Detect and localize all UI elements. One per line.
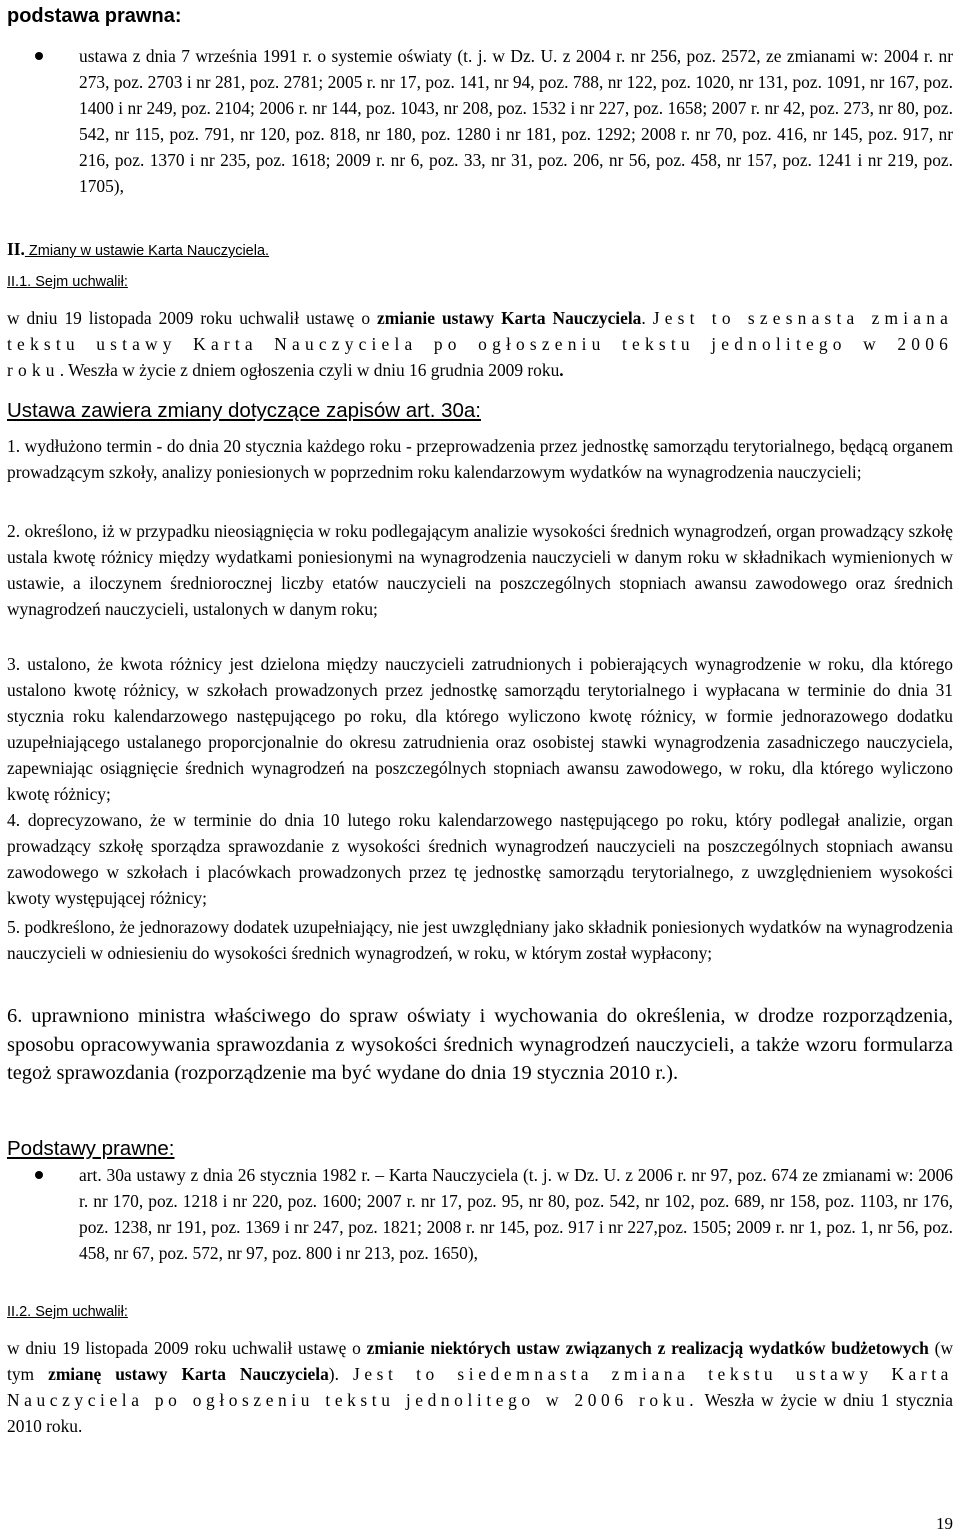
item-6: 6. uprawniono ministra właściwego do spraw oświaty i wychowania do określenia, w drodze rozporządzenia, sposobu opracowywania sprawozdania z wysokości średnich wynagrodzeń nauczycieli, a także wzoru formularza tegoż sprawozdania (rozporządzenie ma być wydane do dnia 19 stycznia 2010 r.). xyxy=(7,1005,953,1084)
page-number: 19 xyxy=(936,1514,953,1533)
bullet-icon xyxy=(35,52,43,60)
bullet-icon xyxy=(35,1171,43,1179)
section-title-text: Zmiany w ustawie Karta Nauczyciela. xyxy=(24,243,270,259)
item-3: 3. ustalono, że kwota różnicy jest dzielona między nauczycieli zatrudnionych i pobierających wynagrodzenie w roku, dla którego ustalono kwotę różnicy, w szkołach prowadzonych przez jednostkę samorządu terytorialnego i wypłacana w terminie do dnia 31 stycznia roku kalendarzowego następującego po roku, dla którego wyliczono kwotę różnicy, w formie jednorazowego dodatku uzupełniającego ustalanego proporcjonalnie do okresu zatrudnienia oraz osobistej stawki wynagrodzenia zasadniczego nauczyciela, zapewniając osiągnięcie średnich wynagrodzeń na poszczególnych stopniach awansu zawodowego, w roku, dla którego wyliczono kwotę różnicy; xyxy=(7,654,953,804)
para2-e: ). xyxy=(328,1364,353,1384)
para2-a: w dniu 19 listopada 2009 roku uchwalił ustawę o xyxy=(7,1338,367,1358)
para2-law-name: zmianie niektórych ustaw związanych z realizacją wydatków budżetowych xyxy=(366,1338,929,1358)
heading-art-30a: Ustawa zawiera zmiany dotyczące zapisów art. 30a: xyxy=(7,399,481,422)
section-number: II. xyxy=(7,239,25,259)
heading-podstawy-prawne: Podstawy prawne: xyxy=(7,1137,175,1160)
subsection-ii-2: II.2. Sejm uchwalił: xyxy=(7,1304,128,1320)
para1-law-name: zmianie ustawy Karta Nauczyciela xyxy=(377,308,642,328)
para2-c: (w tym xyxy=(7,1338,954,1384)
paragraph-ii-1 xyxy=(7,305,953,383)
item-5: 5. podkreślono, że jednorazowy dodatek uzupełniający, nie jest uwzględniany jako składnik poniesionych wydatków na wynagrodzenia nauczycieli w odniesieniu do wysokości średnich wynagrodzeń, w roku, w którym został wypłacony; xyxy=(7,917,953,963)
legal-basis-text: ustawa z dnia 7 września 1991 r. o systemie oświaty (t. j. w Dz. U. z 2004 r. nr 256, poz. 2572, ze zmianami w: 2004 r. nr 273, poz. 2703 i nr 281, poz. 2781; 2005 r. nr 17, poz. 141, nr 94, poz. 788, nr 122, poz. 1020, nr 131, poz. 1091, nr 167, poz. 1400 i nr 249, poz. 2104; 2006 r. nr 144, poz. 1043, nr 208, poz. 1532 i nr 227, poz. 1658; 2007 r. nr 42, poz. 273, nr 80, poz. 542, nr 115, poz. 791, nr 120, poz. 818, nr 180, poz. 1280 i nr 181, poz. 1292; 2008 r. nr 70, poz. 416, nr 145, poz. 917, nr 216, poz. 1370 i nr 235, poz. 1618; 2009 r. nr 6, poz. 33, nr 31, poz. 206, nr 56, poz. 458, nr 157, poz. 1241 i nr 219, poz. 1705), xyxy=(79,46,953,196)
item-4: 4. doprecyzowano, że w terminie do dnia 10 lutego roku kalendarzowego następującego po roku, który podlegał analizie, organ prowadzący szkołę sporządza sprawozdanie z wysokości średnich wynagrodzeń nauczycieli na poszczególnych stopniach awansu zawodowego w szkołach i placówkach prowadzonych przez tę jednostkę samorządu terytorialnego, z uwzględnieniem wysokości kwoty występującej różnicy; xyxy=(7,810,953,908)
para2-g: Weszła w życie w dniu 1 stycznia 2010 roku. xyxy=(7,1390,953,1436)
para2-spaced: Jest to siedemnasta zmiana tekstu ustawy Karta Nauczyciela po ogłoszeniu tekstu jednolitego w 2006 roku. xyxy=(7,1364,953,1410)
para1-e: . Weszła w życie z dniem ogłoszenia czyli w dniu 16 grudnia 2009 roku xyxy=(59,360,560,380)
para1-f: . xyxy=(559,360,564,380)
legal-basis-bullet-2 xyxy=(7,1162,953,1266)
paragraph-ii-2 xyxy=(7,1335,953,1439)
legal-basis-bullet xyxy=(7,43,953,199)
subsection-ii-1: II.1. Sejm uchwalił: xyxy=(7,274,128,290)
para1-spaced: Jest to szesnasta zmiana tekstu ustawy Karta Nauczyciela po ogłoszeniu tekstu jednolitego w 2006 roku xyxy=(7,308,954,380)
item-2: 2. określono, iż w przypadku nieosiągnięcia w roku podlegającym analizie wysokości średnich wynagrodzeń, organ prowadzący szkołę ustala kwotę różnicy między wydatkami poniesionymi na wynagrodzenia nauczycieli w danym roku w składnikach wymienionych w ustawie, a iloczynem średniorocznej liczby etatów nauczycieli na poszczególnych stopniach awansu zawodowego oraz średnich wynagrodzeń nauczycieli, ustalonych w danym roku; xyxy=(7,521,953,619)
para1-c: . xyxy=(641,308,653,328)
item-1: 1. wydłużono termin - do dnia 20 stycznia każdego roku - przeprowadzenia przez jednostkę samorządu terytorialnego, będącą organem prowadzącym szkoły, analizy poniesionych w poprzednim roku kalendarzowym wydatków na wynagrodzenia nauczycieli; xyxy=(7,436,953,482)
section-heading-podstawa: podstawa prawna: xyxy=(7,5,182,27)
section-title-ii xyxy=(7,236,953,264)
para1-a: w dniu 19 listopada 2009 roku uchwalił ustawę o xyxy=(7,308,378,328)
para2-amendment: zmianę ustawy Karta Nauczyciela xyxy=(48,1364,329,1384)
legal-basis-text-2: art. 30a ustawy z dnia 26 stycznia 1982 r. – Karta Nauczyciela (t. j. w Dz. U. z 2006 r. nr 97, poz. 674 ze zmianami w: 2006 r. nr 170, poz. 1218 i nr 220, poz. 1600; 2007 r. nr 17, poz. 95, nr 80, poz. 542, nr 102, poz. 689, nr 158, poz. 1103, nr 176, poz. 1238, nr 191, poz. 1369 i nr 247, poz. 1821; 2008 r. nr 145, poz. 917 i nr 227,poz. 1505; 2009 r. nr 1, poz. 1, nr 56, poz. 458, nr 67, poz. 572, nr 97, poz. 800 i nr 213, poz. 1650), xyxy=(79,1165,953,1263)
